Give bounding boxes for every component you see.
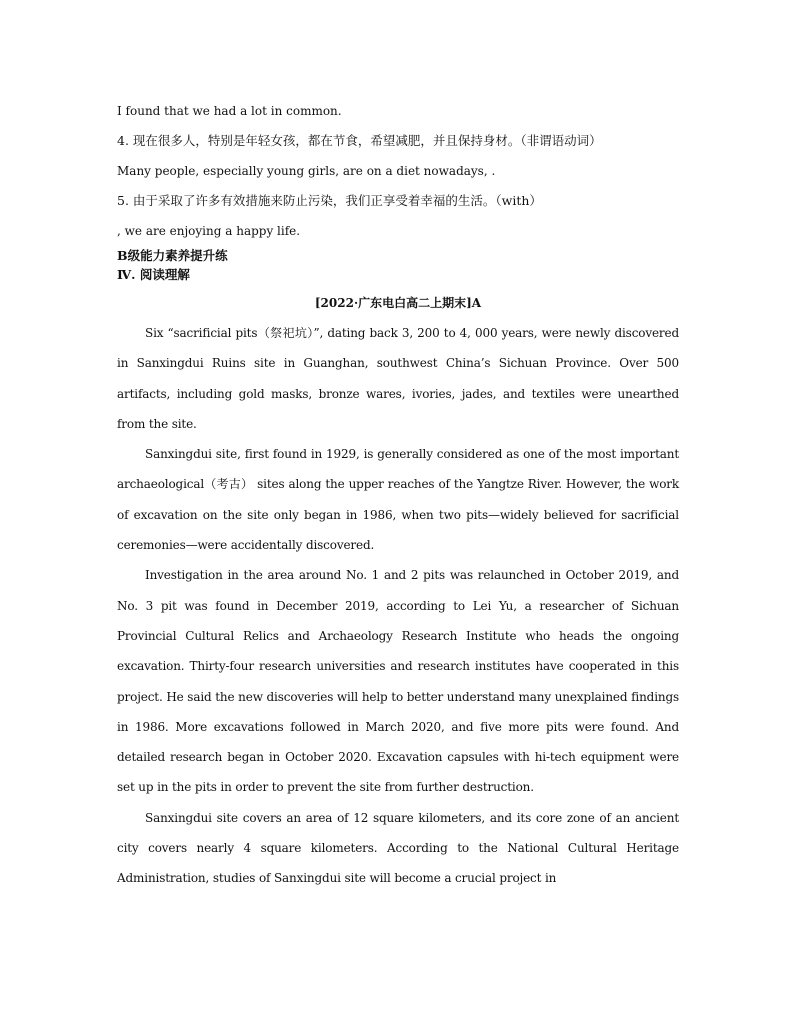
passage-paragraph-2: Sanxingdui site, first found in 1929, is generally considered as one of the most important archaeological（考古） sites along the upper reaches of the Yangtze River. However, the work of excavation on the site only began in 1986, when two pits—widely believed for sacrificial ceremonies—were accidentally discovered. bbox=[117, 447, 679, 553]
answer-line-3: I found that we had a lot in common. bbox=[117, 104, 342, 118]
passage-paragraph-4: Sanxingdui site covers an area of 12 square kilometers, and its core zone of an ancient city covers nearly 4 square kilometers. According to the National Cultural Heritage Administration, studies of Sanxingdui site will become a crucial project in bbox=[117, 810, 679, 886]
question-5: 5. 由于采取了许多有效措施来防止污染，我们正享受着幸福的生活。（with） bbox=[117, 193, 542, 208]
question-4: 4. 现在很多人，特别是年轻女孩，都在节食，希望减肥，并且保持身材。（非谓语动词） bbox=[117, 133, 602, 148]
passage-paragraph-1: Six “sacrificial pits（祭祀坑）”, dating back 3, 200 to 4, 000 years, were newly discovered in Sanxingdui Ruins site in Guanghan, southwest China’s Sichuan Province. Over 500 artifacts, including gold masks, bronze wares, ivories, jades, and textiles were unearthed from the site. bbox=[117, 326, 679, 431]
answer-line-4: Many people, especially young girls, are on a diet nowadays, . bbox=[117, 164, 496, 178]
passage-paragraph-3: Investigation in the area around No. 1 and 2 pits was relaunched in October 2019, and No. 3 pit was found in December 2019, according to Lei Yu, a researcher of Sichuan Provincial Cultural Relics and Archaeology Research Institute who heads the ongoing excavation. Thirty-four research universities and research institutes have cooperated in this project. He said the new discoveries will help to better understand many unexplained findings in 1986. More excavations followed in March 2020, and five more pits were found. And detailed research began in October 2020. Excavation capsules with hi-tech equipment were set up in the pits in order to prevent the site from further destruction. bbox=[117, 568, 679, 795]
document-page bbox=[117, 96, 679, 894]
answer-line-5: , we are enjoying a happy life. bbox=[117, 224, 301, 238]
section-part-heading: Ⅳ. 阅读理解 bbox=[117, 267, 190, 282]
section-level-heading: B级能力素养提升练 bbox=[117, 248, 228, 263]
passage-source: [2022·广东电白高二上期末]A bbox=[314, 296, 482, 310]
